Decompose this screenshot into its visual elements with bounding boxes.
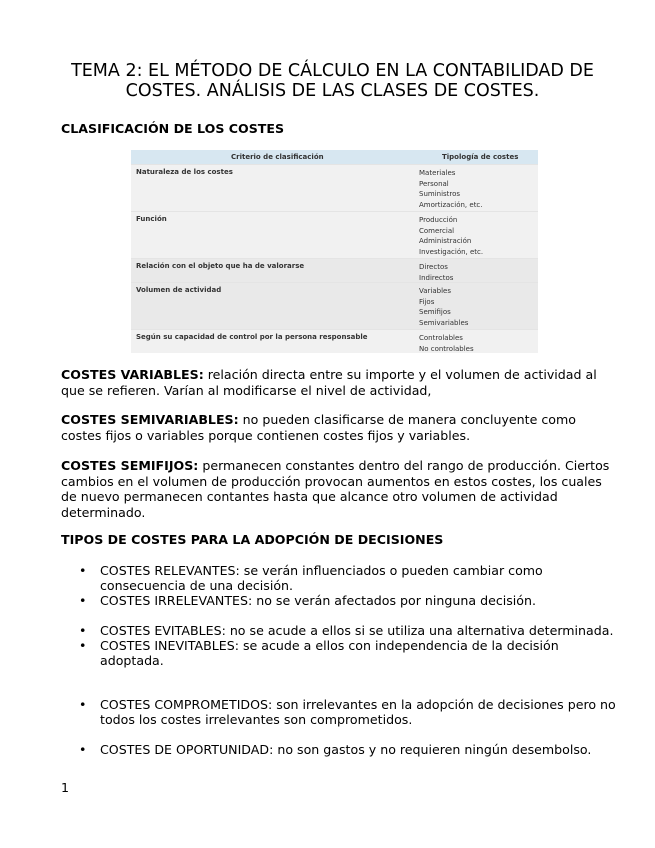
table-cell-types: Directos Indirectos xyxy=(419,263,454,282)
list-item: • COSTES EVITABLES: no se acude a ellos si se utiliza una alternativa determinada. xyxy=(61,623,617,638)
table-row xyxy=(131,258,538,283)
table-cell-criterion: Relación con el objeto que ha de valorarse xyxy=(136,262,305,270)
definition-text: no pueden clasificarse de manera concluyente como costes fijos o variables porque contienen costes fijos y variables. xyxy=(61,412,576,443)
table-row xyxy=(131,164,538,212)
table-header xyxy=(131,150,538,164)
table-row xyxy=(131,211,538,259)
classification-table xyxy=(131,150,538,353)
bullet-group xyxy=(61,623,617,668)
table-cell-types: Variables Fijos Semifijos Semivariables xyxy=(419,287,469,328)
definition-term: COSTES VARIABLES: xyxy=(61,367,204,382)
definition-semifijos xyxy=(61,458,617,520)
bullet-group xyxy=(61,563,617,608)
table-cell-types: Controlables No controlables xyxy=(419,334,474,353)
section-heading-decisions: TIPOS DE COSTES PARA LA ADOPCIÓN DE DECISIONES xyxy=(61,532,444,547)
page-title: TEMA 2: EL MÉTODO DE CÁLCULO EN LA CONTABILIDAD DE COSTES. ANÁLISIS DE LAS CLASES DE COSTES. xyxy=(71,61,594,101)
page-number: 1 xyxy=(61,780,70,795)
table-header-types: Tipología de costes xyxy=(442,153,519,161)
list-item: • COSTES COMPROMETIDOS: son irrelevantes en la adopción de decisiones pero no todos los costes irrelevantes son comprometidos. xyxy=(61,697,617,727)
definition-variables xyxy=(61,367,617,398)
table-header-criterion: Criterio de clasificación xyxy=(231,153,324,161)
definition-term: COSTES SEMIFIJOS: xyxy=(61,458,199,473)
definition-term: COSTES SEMIVARIABLES: xyxy=(61,412,239,427)
list-item: • COSTES RELEVANTES: se verán influenciados o pueden cambiar como consecuencia de una decisión. xyxy=(61,563,617,593)
table-cell-types: Producción Comercial Administración Investigación, etc. xyxy=(419,216,484,257)
list-item: • COSTES INEVITABLES: se acude a ellos con independencia de la decisión adoptada. xyxy=(61,638,617,668)
table-row xyxy=(131,329,538,354)
definition-text: permanecen constantes dentro del rango de producción. Ciertos cambios en el volumen de producción provocan aumentos en estos costes, los cuales de nuevo permanecen contantes hasta que alcance otro volumen de actividad determinado. xyxy=(61,458,610,520)
definition-text: relación directa entre su importe y el volumen de actividad al que se refieren. Varían al modificarse el nivel de actividad, xyxy=(61,367,597,398)
table-cell-criterion: Función xyxy=(136,215,167,223)
bullet-group xyxy=(61,697,617,727)
list-item: • COSTES DE OPORTUNIDAD: no son gastos y no requieren ningún desembolso. xyxy=(61,742,617,757)
definition-semivariables xyxy=(61,412,617,443)
table-row xyxy=(131,282,538,330)
section-heading-classification: CLASIFICACIÓN DE LOS COSTES xyxy=(61,121,285,136)
table-cell-criterion: Naturaleza de los costes xyxy=(136,168,233,176)
table-cell-criterion: Volumen de actividad xyxy=(136,286,222,294)
list-item: • COSTES IRRELEVANTES: no se verán afectados por ninguna decisión. xyxy=(61,593,617,608)
bullet-group xyxy=(61,742,617,757)
table-cell-types: Materiales Personal Suministros Amortización, etc. xyxy=(419,169,483,210)
table-cell-criterion: Según su capacidad de control por la persona responsable xyxy=(136,333,368,341)
